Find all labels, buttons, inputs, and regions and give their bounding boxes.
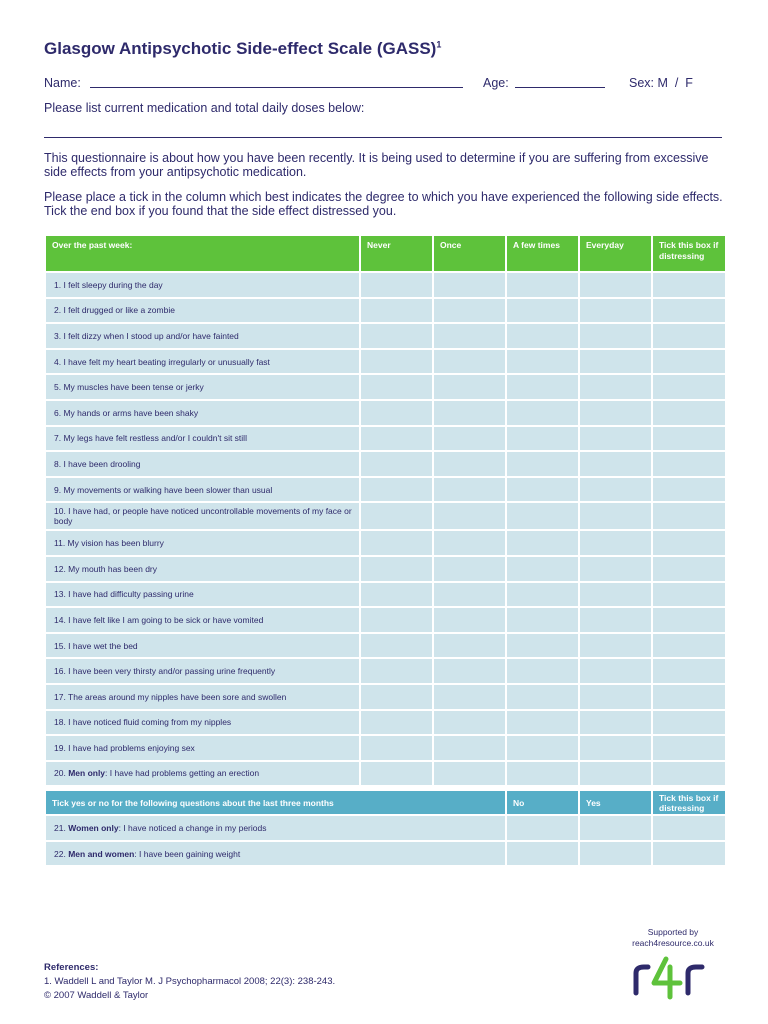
header-a-few-times: A few times [506,235,579,272]
everyday-checkbox[interactable] [579,530,652,556]
header-distressing-2: Tick this box if distressing [652,790,726,815]
once-checkbox[interactable] [433,761,506,787]
a-few-times-checkbox[interactable] [506,451,579,477]
a-few-times-checkbox[interactable] [506,633,579,659]
everyday-checkbox[interactable] [579,710,652,736]
age-field-label: Age: [483,76,509,90]
table-row [45,477,726,503]
header-no: No [506,790,579,815]
everyday-checkbox[interactable] [579,374,652,400]
yes-checkbox[interactable] [579,841,652,867]
everyday-checkbox[interactable] [579,684,652,710]
once-checkbox[interactable] [433,323,506,349]
no-checkbox[interactable] [506,815,579,841]
a-few-times-checkbox[interactable] [506,298,579,324]
distressing-checkbox[interactable] [652,477,726,503]
question-17: 17. The areas around my nipples have been sore and swollen [45,684,360,710]
never-checkbox[interactable] [360,323,433,349]
everyday-checkbox[interactable] [579,633,652,659]
reference-1: 1. Waddell L and Taylor M. J Psychopharmacol 2008; 22(3): 238-243. [44,976,336,987]
once-checkbox[interactable] [433,556,506,582]
question-10: 10. I have had, or people have noticed uncontrollable movements of my face or body [45,502,360,530]
question-20: 20. Men only: I have had problems getting an erection [45,761,360,787]
a-few-times-checkbox[interactable] [506,710,579,736]
table-row [45,349,726,375]
distressing-checkbox[interactable] [652,582,726,608]
header-everyday: Everyday [579,235,652,272]
question-7: 7. My legs have felt restless and/or I couldn't sit still [45,426,360,452]
a-few-times-checkbox[interactable] [506,556,579,582]
table-row [45,761,726,787]
question-15: 15. I have wet the bed [45,633,360,659]
distressing-checkbox[interactable] [652,298,726,324]
table-row [45,841,726,867]
question-9: 9. My movements or walking have been slower than usual [45,477,360,503]
a-few-times-checkbox[interactable] [506,684,579,710]
question-21: 21. Women only: I have noticed a change in my periods [45,815,506,841]
once-checkbox[interactable] [433,710,506,736]
never-checkbox[interactable] [360,710,433,736]
supported-by [618,927,728,949]
distressing-checkbox[interactable] [652,710,726,736]
never-checkbox[interactable] [360,426,433,452]
age-field[interactable] [515,77,605,88]
never-checkbox[interactable] [360,607,433,633]
a-few-times-checkbox[interactable] [506,658,579,684]
everyday-checkbox[interactable] [579,502,652,530]
a-few-times-checkbox[interactable] [506,530,579,556]
never-checkbox[interactable] [360,633,433,659]
once-checkbox[interactable] [433,451,506,477]
header-distressing: Tick this box if distressing [652,235,726,272]
everyday-checkbox[interactable] [579,400,652,426]
question-11: 11. My vision has been blurry [45,530,360,556]
once-checkbox[interactable] [433,607,506,633]
distressing-checkbox[interactable] [652,556,726,582]
question-5: 5. My muscles have been tense or jerky [45,374,360,400]
never-checkbox[interactable] [360,298,433,324]
distressing-checkbox[interactable] [652,451,726,477]
a-few-times-checkbox[interactable] [506,761,579,787]
references-label: References: [44,962,99,973]
table-header-row [45,235,726,272]
medication-field[interactable] [44,137,722,138]
logo-text: r4r [630,953,632,954]
table-row [45,658,726,684]
once-checkbox[interactable] [433,477,506,503]
question-12: 12. My mouth has been dry [45,556,360,582]
copyright: © 2007 Waddell & Taylor [44,990,149,1001]
everyday-checkbox[interactable] [579,272,652,298]
distressing-checkbox[interactable] [652,815,726,841]
distressing-checkbox[interactable] [652,272,726,298]
a-few-times-checkbox[interactable] [506,735,579,761]
table-row [45,298,726,324]
once-checkbox[interactable] [433,582,506,608]
references [44,961,335,1003]
never-checkbox[interactable] [360,502,433,530]
distressing-checkbox[interactable] [652,349,726,375]
table-row [45,556,726,582]
table-row [45,815,726,841]
yes-checkbox[interactable] [579,815,652,841]
table-row [45,502,726,530]
a-few-times-checkbox[interactable] [506,426,579,452]
once-checkbox[interactable] [433,374,506,400]
table2-header-row [45,790,726,815]
everyday-checkbox[interactable] [579,658,652,684]
header-yes: Yes [579,790,652,815]
distressing-checkbox[interactable] [652,633,726,659]
table-row [45,710,726,736]
distressing-checkbox[interactable] [652,841,726,867]
a-few-times-checkbox[interactable] [506,349,579,375]
distressing-checkbox[interactable] [652,502,726,530]
everyday-checkbox[interactable] [579,761,652,787]
question-1: 1. I felt sleepy during the day [45,272,360,298]
once-checkbox[interactable] [433,633,506,659]
header-never: Never [360,235,433,272]
table-row [45,272,726,298]
side-effects-table [44,234,727,867]
distressing-checkbox[interactable] [652,323,726,349]
a-few-times-checkbox[interactable] [506,607,579,633]
never-checkbox[interactable] [360,477,433,503]
name-field[interactable] [90,77,463,88]
a-few-times-checkbox[interactable] [506,502,579,530]
table-row [45,582,726,608]
everyday-checkbox[interactable] [579,451,652,477]
question-4: 4. I have felt my heart beating irregularly or unusually fast [45,349,360,375]
everyday-checkbox[interactable] [579,735,652,761]
distressing-checkbox[interactable] [652,735,726,761]
distressing-checkbox[interactable] [652,607,726,633]
never-checkbox[interactable] [360,684,433,710]
question-8: 8. I have been drooling [45,451,360,477]
once-checkbox[interactable] [433,658,506,684]
everyday-checkbox[interactable] [579,582,652,608]
intro-paragraph-2: Please place a tick in the column which best indicates the degree to which you have experienced the following side effects. Tick the end box if you found that the side effect distressed you. [44,190,723,218]
distressing-checkbox[interactable] [652,761,726,787]
once-checkbox[interactable] [433,426,506,452]
never-checkbox[interactable] [360,272,433,298]
never-checkbox[interactable] [360,761,433,787]
a-few-times-checkbox[interactable] [506,323,579,349]
table-row [45,323,726,349]
never-checkbox[interactable] [360,400,433,426]
no-checkbox[interactable] [506,841,579,867]
supported-by-label: Supported by [647,927,699,937]
header-once: Once [433,235,506,272]
distressing-checkbox[interactable] [652,530,726,556]
never-checkbox[interactable] [360,451,433,477]
a-few-times-checkbox[interactable] [506,582,579,608]
distressing-checkbox[interactable] [652,374,726,400]
everyday-checkbox[interactable] [579,349,652,375]
distressing-checkbox[interactable] [652,684,726,710]
table-row [45,426,726,452]
never-checkbox[interactable] [360,349,433,375]
distressing-checkbox[interactable] [652,426,726,452]
question-18: 18. I have noticed fluid coming from my nipples [45,710,360,736]
never-checkbox[interactable] [360,735,433,761]
title-superscript: 1 [436,39,442,50]
table-row [45,735,726,761]
table-row [45,451,726,477]
r4r-logo [630,953,714,1001]
once-checkbox[interactable] [433,298,506,324]
once-checkbox[interactable] [433,530,506,556]
table-row [45,400,726,426]
question-13: 13. I have had difficulty passing urine [45,582,360,608]
a-few-times-checkbox[interactable] [506,477,579,503]
never-checkbox[interactable] [360,374,433,400]
once-checkbox[interactable] [433,735,506,761]
question-2: 2. I felt drugged or like a zombie [45,298,360,324]
table-row [45,374,726,400]
once-checkbox[interactable] [433,502,506,530]
a-few-times-checkbox[interactable] [506,374,579,400]
everyday-checkbox[interactable] [579,426,652,452]
header-over-past-week: Over the past week: [45,235,360,272]
never-checkbox[interactable] [360,530,433,556]
distressing-checkbox[interactable] [652,658,726,684]
once-checkbox[interactable] [433,400,506,426]
once-checkbox[interactable] [433,684,506,710]
medication-prompt: Please list current medication and total daily doses below: [44,101,365,115]
distressing-checkbox[interactable] [652,400,726,426]
page-title: Glasgow Antipsychotic Side-effect Scale (GASS)$^1$ [44,39,442,58]
table-row [45,530,726,556]
everyday-checkbox[interactable] [579,298,652,324]
once-checkbox[interactable] [433,349,506,375]
once-checkbox[interactable] [433,272,506,298]
question-3: 3. I felt dizzy when I stood up and/or have fainted [45,323,360,349]
question-16: 16. I have been very thirsty and/or passing urine frequently [45,658,360,684]
never-checkbox[interactable] [360,658,433,684]
table-row [45,633,726,659]
question-14: 14. I have felt like I am going to be sick or have vomited [45,607,360,633]
header-three-months: Tick yes or no for the following questions about the last three months [45,790,506,815]
table-row [45,684,726,710]
a-few-times-checkbox[interactable] [506,272,579,298]
everyday-checkbox[interactable] [579,607,652,633]
question-6: 6. My hands or arms have been shaky [45,400,360,426]
intro-paragraph-1: This questionnaire is about how you have been recently. It is being used to determine if you are suffering from excessive side effects from your antipsychotic medication. [44,151,709,179]
question-22: 22. Men and women: I have been gaining weight [45,841,506,867]
a-few-times-checkbox[interactable] [506,400,579,426]
name-field-label: Name: [44,76,81,90]
everyday-checkbox[interactable] [579,556,652,582]
supported-by-url[interactable]: reach4resource.co.uk [632,938,714,948]
never-checkbox[interactable] [360,582,433,608]
everyday-checkbox[interactable] [579,477,652,503]
question-19: 19. I have had problems enjoying sex [45,735,360,761]
never-checkbox[interactable] [360,556,433,582]
table-row [45,607,726,633]
sex-field[interactable]: Sex: M / F [629,76,693,90]
everyday-checkbox[interactable] [579,323,652,349]
